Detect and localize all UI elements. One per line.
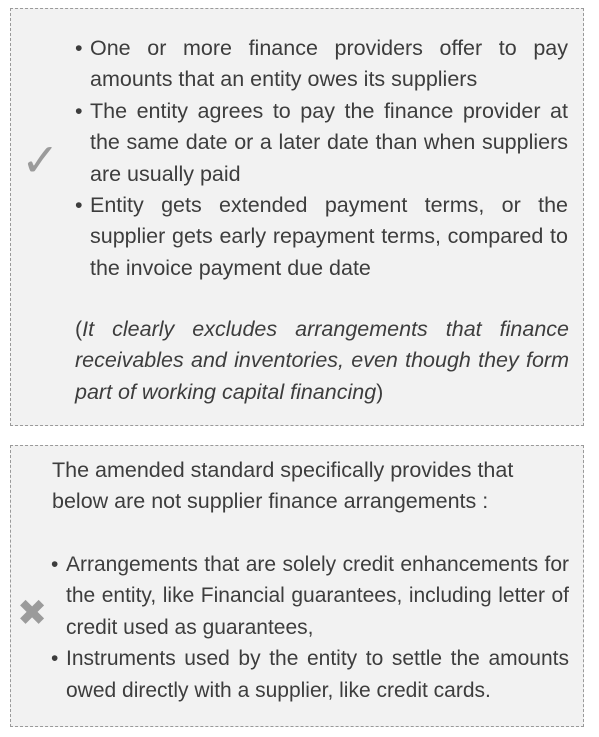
- note-close-paren: ): [376, 379, 384, 404]
- check-mark-icon: ✓: [21, 133, 60, 187]
- note-open-paren: (: [75, 317, 83, 341]
- note-text: It clearly excludes arrangements that finance receivables and inventories, even though they form part of working capital financing: [75, 317, 569, 404]
- bullet-icon: •: [75, 36, 83, 60]
- list-item-text: Entity gets extended payment terms, or the supplier gets early repayment terms, compared to the invoice payment due date: [90, 193, 568, 280]
- exclusion-note: [75, 314, 569, 408]
- excluded-arrangements-panel: [10, 445, 584, 727]
- list-item-text: Instruments used by the entity to settle the amounts owed directly with a supplier, like credit cards.: [66, 647, 569, 702]
- excluded-intro-text: The amended standard specifically provides that below are not supplier finance arrangements :: [52, 458, 514, 514]
- included-criteria-list: [75, 33, 568, 284]
- cross-mark-icon: ✖: [17, 593, 48, 634]
- included-criteria-panel: [10, 8, 584, 426]
- bullet-icon: •: [51, 647, 59, 671]
- list-item: [51, 643, 569, 706]
- bullet-icon: •: [75, 193, 83, 218]
- list-item: [75, 190, 568, 284]
- list-item-text: One or more finance providers offer to pay amounts that an entity owes its suppliers: [90, 36, 568, 92]
- excluded-arrangements-list: [51, 549, 569, 706]
- list-item: [51, 549, 569, 643]
- list-item: [75, 33, 568, 96]
- list-item-text: Arrangements that are solely credit enhancements for the entity, like Financial guarantees, including letter of credit used as guarantees,: [66, 553, 569, 639]
- list-item: [75, 96, 568, 190]
- list-item-text: The entity agrees to pay the finance provider at the same date or a later date than when suppliers are usually paid: [90, 98, 568, 186]
- bullet-icon: •: [75, 98, 83, 123]
- bullet-icon: •: [51, 553, 59, 576]
